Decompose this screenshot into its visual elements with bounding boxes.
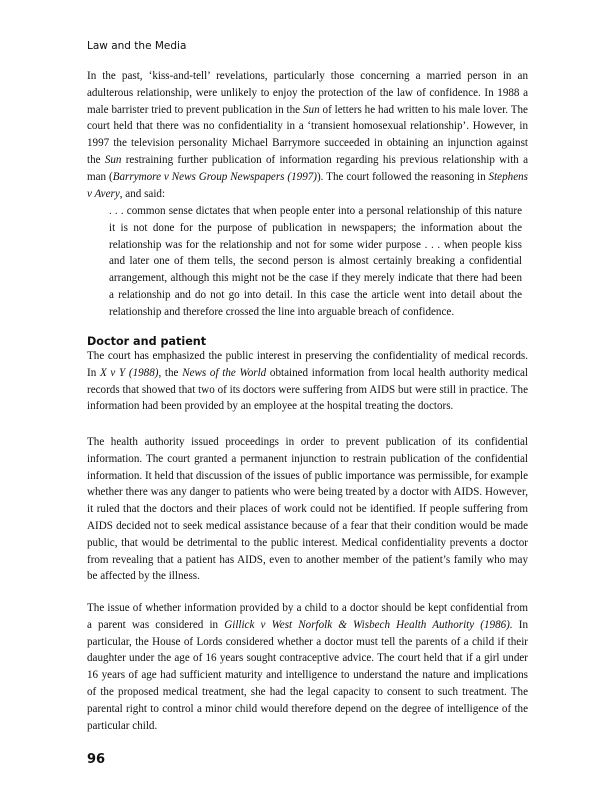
newspaper-title: Sun bbox=[303, 103, 320, 116]
text-run: The court has emphasized the public interest in preserving the confidentiality of medical records. In bbox=[87, 350, 528, 379]
running-head: Law and the Media bbox=[87, 40, 187, 52]
text-run: , the bbox=[158, 366, 183, 379]
paragraph-medical-records bbox=[87, 348, 528, 415]
text-run: In particular, the House of Lords considered whether a doctor must tell the parents of a child if their daughter under the age of 16 years sought contraceptive advice. The court held that if a girl under 16 years of age had sufficient maturity and intelligence to understand the nature and implications of the proposed medical treatment, she had the legal capacity to consent to such treatment. The parental right to control a minor child would therefore depend on the degree of intelligence of the particular child. bbox=[87, 618, 529, 732]
newspaper-title: News of the World bbox=[182, 366, 267, 379]
section-heading: Doctor and patient bbox=[87, 335, 207, 348]
text-run: , and said: bbox=[119, 187, 166, 200]
case-citation: X v Y (1988) bbox=[99, 366, 159, 379]
page-number: 96 bbox=[87, 752, 106, 767]
paragraph-injunction: The health authority issued proceedings in order to prevent publication of its confidential information. The court granted a permanent injunction to restrain publication of the confidential information. It held that discussion of the issues of public importance was permissible, for example whether there was any danger to patients who were being treated by a doctor with AIDS. However, it ruled that the doctors and their places of work could not be identified. If people suffering from AIDS decided not to seek medical assistance because of a fear that their condition would be made public, that would be detrimental to the public interest. Medical confidentiality prevents a doctor from revealing that a patient has AIDS, even to another member of the patient’s family who may be affected by the illness. bbox=[87, 436, 528, 583]
text-run: obtained information from local health authority medical records that showed that two of its doctors were suffering from AIDS but were still in practice. The information had been provided by an employee at the hospital treating the doctors. bbox=[87, 366, 529, 413]
block-quote: . . . common sense dictates that when people enter into a personal relationship of this nature it is not done for the purpose of publication in newspapers; the information about the relationship was for the relationship and not for some wider purpose . . . when people kiss and later one of them tells, the second person is almost certainly breaking a confidential arrangement, although this might not be the case if they merely indicate that there had been a relationship and do not go into detail. In this case the article went into detail about the relationship and therefore crossed the line into arguable breach of confidence. bbox=[109, 205, 522, 318]
text-run: ). The court followed the reasoning in bbox=[316, 170, 489, 183]
case-citation: Stephens v Avery bbox=[87, 170, 528, 200]
case-citation: Gillick v West Norfolk & Wisbech Health Authority (1986). bbox=[224, 618, 513, 631]
case-citation: Barrymore v News Group Newspapers (1997) bbox=[112, 170, 317, 183]
newspaper-title: Sun bbox=[104, 153, 122, 166]
text-run: The issue of whether information provided by a child to a doctor should be kept confidential from a parent was considered in bbox=[87, 602, 528, 631]
paragraph-gillick bbox=[87, 600, 528, 734]
text-run: restraining further publication of information regarding his previous relationship with a man ( bbox=[87, 153, 529, 183]
paragraph-kiss-and-tell bbox=[87, 68, 528, 202]
text-run: In the past, ‘kiss-and-tell’ revelations, particularly those concerning a married person in an adulterous relationship, were unlikely to enjoy the protection of the law of confidence. In 1988 a male barrister tried to prevent publication in the bbox=[87, 70, 528, 116]
text-run: of letters he had written to his male lover. The court held that there was no confidentiality in a ‘transient homosexual relationship’. However, in 1997 the television personality Michael Barrymore succeeded in obtaining an injunction against the bbox=[87, 103, 528, 166]
